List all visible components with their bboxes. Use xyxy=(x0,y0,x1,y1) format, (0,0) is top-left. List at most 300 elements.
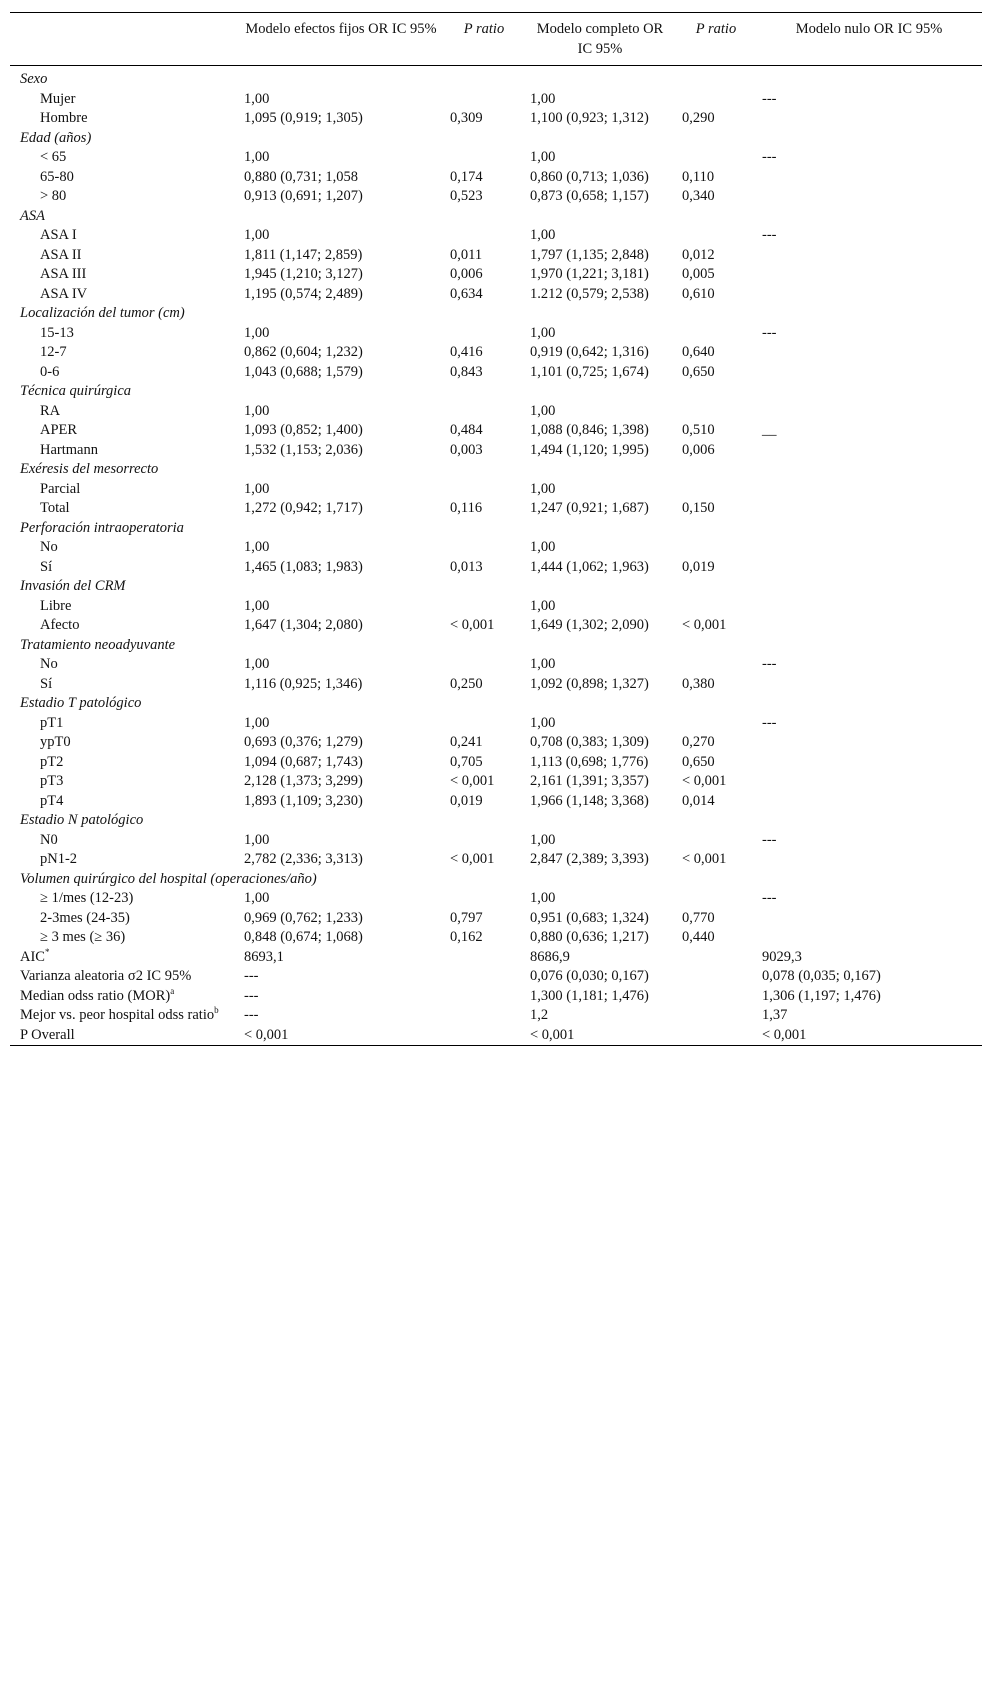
section-row xyxy=(10,577,982,597)
table-row xyxy=(10,109,982,129)
row-label xyxy=(10,441,238,461)
complete-p-value: 0,650 xyxy=(682,753,715,770)
row-label-text: 15-13 xyxy=(40,324,74,341)
table-row xyxy=(10,226,982,246)
table-row xyxy=(10,480,982,500)
row-label xyxy=(10,285,238,305)
complete-p-value xyxy=(676,402,756,422)
row-label-text: RA xyxy=(40,402,61,419)
row-label xyxy=(10,655,238,675)
null-model-value xyxy=(756,558,982,578)
row-label xyxy=(10,343,238,363)
fixed-model-value: 1,647 (1,304; 2,080) xyxy=(244,617,363,633)
row-label xyxy=(10,928,238,948)
fixed-model-value: 0,848 (0,674; 1,068) xyxy=(244,929,363,945)
null-model-value: --- xyxy=(762,149,777,165)
complete-p-value: 0,110 xyxy=(682,168,715,185)
fixed-p-value xyxy=(444,948,524,968)
fixed-p-value: 0,013 xyxy=(450,558,483,575)
row-label xyxy=(10,850,238,870)
row-label xyxy=(10,967,238,987)
null-model-value: 0,078 (0,035; 0,167) xyxy=(762,968,881,984)
fixed-p-value xyxy=(444,226,524,246)
fixed-p-value xyxy=(444,655,524,675)
row-label-text: Sí xyxy=(40,558,53,575)
fixed-p-value: 0,250 xyxy=(450,675,483,692)
table-row xyxy=(10,889,982,909)
fixed-model-value: 0,880 (0,731; 1,058 xyxy=(244,168,358,185)
footnote-marker: a xyxy=(170,985,175,996)
row-label xyxy=(10,714,238,734)
section-label: Estadio N patológico xyxy=(20,812,144,828)
row-label-text: ≥ 3 mes (≥ 36) xyxy=(40,929,126,945)
row-label-text: ASA II xyxy=(40,246,82,263)
complete-p-value xyxy=(676,967,756,987)
null-model-value xyxy=(756,538,982,558)
table-row xyxy=(10,792,982,812)
row-label xyxy=(10,421,238,441)
fixed-p-value: 0,843 xyxy=(450,363,483,380)
fixed-model-value: 0,969 (0,762; 1,233) xyxy=(244,909,363,926)
row-label-text: ASA III xyxy=(40,266,87,282)
table-row xyxy=(10,402,982,422)
fixed-model-value: --- xyxy=(244,968,259,984)
null-model-value xyxy=(756,168,982,188)
fixed-p-value xyxy=(444,597,524,617)
section-row xyxy=(10,870,982,890)
complete-p-value xyxy=(676,1026,756,1046)
row-label-text: ASA IV xyxy=(40,285,88,302)
complete-p-value xyxy=(676,148,756,168)
complete-p-value: 0,005 xyxy=(682,266,715,282)
row-label xyxy=(10,948,238,968)
table-row xyxy=(10,168,982,188)
null-model-value: 1,306 (1,197; 1,476) xyxy=(762,987,881,1004)
row-label-text: pN1-2 xyxy=(40,851,78,867)
fixed-p-value: 0,162 xyxy=(450,929,483,945)
fixed-p-value xyxy=(444,714,524,734)
null-model-value xyxy=(756,363,982,383)
table-header xyxy=(10,13,982,66)
complete-model-value: 1,00 xyxy=(530,227,556,243)
section-row xyxy=(10,811,982,831)
complete-p-value: 0,014 xyxy=(682,792,715,809)
row-label xyxy=(10,480,238,500)
header-p-ratio-fixed: P ratio xyxy=(463,21,505,37)
table-row xyxy=(10,538,982,558)
null-model-value xyxy=(756,928,982,948)
fixed-model-value: 0,913 (0,691; 1,207) xyxy=(244,188,363,204)
complete-p-value: 0,019 xyxy=(682,558,715,575)
fixed-p-value xyxy=(444,831,524,851)
table-row xyxy=(10,324,982,344)
section-row xyxy=(10,66,982,90)
complete-p-value: 0,150 xyxy=(682,500,715,516)
complete-p-value: 0,610 xyxy=(682,285,715,302)
complete-p-value: 0,640 xyxy=(682,344,715,360)
row-label xyxy=(10,831,238,851)
table-row xyxy=(10,499,982,519)
null-model-value: __ xyxy=(762,422,777,438)
complete-model-value: 8686,9 xyxy=(530,948,570,965)
fixed-model-value: 1,00 xyxy=(244,539,270,555)
row-label xyxy=(10,1006,238,1026)
null-model-value xyxy=(756,597,982,617)
fixed-model-value: 1,893 (1,109; 3,230) xyxy=(244,792,363,809)
row-label-text: Mujer xyxy=(40,90,76,107)
results-table xyxy=(10,12,982,1046)
fixed-model-value: 1,00 xyxy=(244,402,270,419)
complete-model-value: 1,00 xyxy=(530,890,556,906)
row-label-text: 12-7 xyxy=(40,344,67,360)
fixed-model-value: 2,782 (2,336; 3,313) xyxy=(244,851,363,867)
table-row xyxy=(10,733,982,753)
complete-model-value: 1,247 (0,921; 1,687) xyxy=(530,500,649,516)
section-label: Invasión del CRM xyxy=(20,578,126,594)
complete-p-value xyxy=(676,324,756,344)
fixed-p-value: 0,797 xyxy=(450,909,483,926)
section-label: Técnica quirúrgica xyxy=(20,383,132,399)
summary-row xyxy=(10,967,982,987)
footnote-marker: * xyxy=(44,946,50,957)
complete-p-value: 0,270 xyxy=(682,734,715,750)
row-label xyxy=(10,246,238,266)
fixed-model-value: 1,195 (0,574; 2,489) xyxy=(244,285,363,302)
fixed-model-value: 1,00 xyxy=(244,149,270,165)
fixed-model-value: 1,00 xyxy=(244,90,270,107)
row-label-text: P Overall xyxy=(20,1026,75,1043)
fixed-model-value: 1,00 xyxy=(244,227,270,243)
fixed-model-value: 1,532 (1,153; 2,036) xyxy=(244,441,363,458)
null-model-value xyxy=(756,441,982,461)
table-row xyxy=(10,246,982,266)
null-model-value xyxy=(756,265,982,285)
null-model-value xyxy=(756,285,982,305)
summary-row xyxy=(10,1026,982,1046)
table-row xyxy=(10,597,982,617)
complete-model-value: 0,880 (0,636; 1,217) xyxy=(530,929,649,945)
complete-model-value: 2,161 (1,391; 3,357) xyxy=(530,773,649,789)
complete-model-value: 1,00 xyxy=(530,597,556,614)
row-label xyxy=(10,792,238,812)
complete-p-value xyxy=(676,987,756,1007)
fixed-p-value xyxy=(444,148,524,168)
complete-p-value: 0,290 xyxy=(682,110,715,126)
complete-model-value: 1,00 xyxy=(530,402,556,419)
fixed-p-value xyxy=(444,889,524,909)
complete-p-value xyxy=(676,714,756,734)
complete-p-value: 0,006 xyxy=(682,441,715,458)
fixed-model-value: 1,093 (0,852; 1,400) xyxy=(244,422,363,438)
row-label-text: ≥ 1/mes (12-23) xyxy=(40,890,134,906)
section-label: Volumen quirúrgico del hospital (operaciones/año) xyxy=(20,870,317,887)
complete-p-value: 0,510 xyxy=(682,422,715,438)
complete-p-value xyxy=(676,889,756,909)
complete-model-value: 1,797 (1,135; 2,848) xyxy=(530,246,649,263)
complete-model-value: 0,860 (0,713; 1,036) xyxy=(530,168,649,185)
complete-model-value: 1,00 xyxy=(530,324,556,341)
fixed-model-value: 1,00 xyxy=(244,890,270,906)
complete-p-value: 0,012 xyxy=(682,246,715,263)
fixed-p-value: 0,116 xyxy=(450,500,483,516)
section-label: Edad (años) xyxy=(20,129,92,146)
complete-model-value: 1,100 (0,923; 1,312) xyxy=(530,110,649,126)
null-model-value xyxy=(756,753,982,773)
footnote-marker: b xyxy=(214,1005,219,1016)
table-row xyxy=(10,714,982,734)
row-label-text: AIC xyxy=(20,948,45,965)
row-label-text: 65-80 xyxy=(40,168,74,185)
row-label-text: pT1 xyxy=(40,714,64,731)
null-model-value: 9029,3 xyxy=(762,948,802,965)
row-label-text: pT4 xyxy=(40,792,64,809)
summary-row xyxy=(10,987,982,1007)
summary-row xyxy=(10,948,982,968)
row-label-text: pT2 xyxy=(40,753,64,770)
complete-model-value: 1,00 xyxy=(530,480,556,497)
row-label-text: pT3 xyxy=(40,773,64,789)
header-label-column xyxy=(10,13,238,66)
row-label xyxy=(10,499,238,519)
fixed-model-value: 8693,1 xyxy=(244,948,284,965)
row-label xyxy=(10,733,238,753)
table-body xyxy=(10,66,982,1046)
row-label xyxy=(10,538,238,558)
fixed-p-value: < 0,001 xyxy=(450,851,495,867)
null-model-value: --- xyxy=(762,227,777,243)
complete-model-value: 0,951 (0,683; 1,324) xyxy=(530,909,649,926)
fixed-p-value: 0,705 xyxy=(450,753,483,770)
table-row xyxy=(10,928,982,948)
header-complete-model: Modelo completo OR IC 95% xyxy=(536,21,664,57)
section-row xyxy=(10,304,982,324)
section-label: ASA xyxy=(20,207,45,224)
section-label: Localización del tumor (cm) xyxy=(20,305,185,321)
null-model-value: < 0,001 xyxy=(762,1026,807,1043)
header-null-model: Modelo nulo OR IC 95% xyxy=(795,21,943,37)
fixed-p-value xyxy=(444,538,524,558)
fixed-p-value: 0,003 xyxy=(450,441,483,458)
fixed-p-value: 0,019 xyxy=(450,792,483,809)
complete-model-value: 1,649 (1,302; 2,090) xyxy=(530,617,649,633)
complete-model-value: 1,00 xyxy=(530,714,556,731)
null-model-value xyxy=(756,402,982,422)
fixed-p-value: 0,241 xyxy=(450,734,483,750)
complete-model-value: 1,088 (0,846; 1,398) xyxy=(530,422,649,438)
complete-model-value: 1,00 xyxy=(530,90,556,107)
section-row xyxy=(10,636,982,656)
row-label-text: ypT0 xyxy=(40,734,71,750)
summary-row xyxy=(10,1006,982,1026)
fixed-p-value: 0,484 xyxy=(450,422,483,438)
table-row xyxy=(10,265,982,285)
fixed-model-value: 1,116 (0,925; 1,346) xyxy=(244,675,363,692)
row-label xyxy=(10,363,238,383)
fixed-p-value xyxy=(444,1026,524,1046)
complete-model-value: 1,2 xyxy=(530,1007,549,1023)
null-model-value xyxy=(756,792,982,812)
fixed-p-value: 0,309 xyxy=(450,110,483,126)
row-label-text: Hombre xyxy=(40,110,88,126)
fixed-model-value: 1,00 xyxy=(244,597,270,614)
fixed-model-value: 1,00 xyxy=(244,324,270,341)
null-model-value xyxy=(756,480,982,500)
fixed-p-value: 0,011 xyxy=(450,246,483,263)
fixed-p-value xyxy=(444,90,524,110)
null-model-value: --- xyxy=(762,324,777,341)
section-row xyxy=(10,519,982,539)
row-label-text: 0-6 xyxy=(40,363,60,380)
complete-p-value xyxy=(676,538,756,558)
row-label xyxy=(10,148,238,168)
fixed-p-value xyxy=(444,324,524,344)
fixed-model-value: 1,043 (0,688; 1,579) xyxy=(244,363,363,380)
section-label: Sexo xyxy=(20,71,48,87)
table-row xyxy=(10,831,982,851)
row-label-text: < 65 xyxy=(40,149,67,165)
null-model-value: --- xyxy=(762,890,777,906)
header-p-ratio-complete: P ratio xyxy=(695,21,737,37)
complete-p-value: < 0,001 xyxy=(682,617,727,633)
table-row xyxy=(10,772,982,792)
row-label-text: N0 xyxy=(40,831,58,848)
table-row xyxy=(10,616,982,636)
fixed-p-value xyxy=(444,987,524,1007)
complete-p-value xyxy=(676,480,756,500)
row-label xyxy=(10,558,238,578)
complete-model-value: 1,00 xyxy=(530,656,556,672)
complete-p-value xyxy=(676,90,756,110)
complete-p-value: 0,650 xyxy=(682,363,715,380)
fixed-p-value: 0,006 xyxy=(450,266,483,282)
null-model-value xyxy=(756,909,982,929)
section-label: Tratamiento neoadyuvante xyxy=(20,636,176,653)
fixed-p-value xyxy=(444,402,524,422)
row-label-text: APER xyxy=(40,422,78,438)
row-label xyxy=(10,675,238,695)
complete-model-value: 1,00 xyxy=(530,539,556,555)
fixed-model-value: 1,00 xyxy=(244,831,270,848)
row-label xyxy=(10,753,238,773)
fixed-p-value: < 0,001 xyxy=(450,773,495,789)
fixed-model-value: < 0,001 xyxy=(244,1026,289,1043)
complete-model-value: 1,092 (0,898; 1,327) xyxy=(530,675,649,692)
section-row xyxy=(10,129,982,149)
table-row xyxy=(10,343,982,363)
fixed-p-value: 0,634 xyxy=(450,285,483,302)
complete-model-value: 0,076 (0,030; 0,167) xyxy=(530,968,649,984)
fixed-model-value: 0,693 (0,376; 1,279) xyxy=(244,734,363,750)
table-row xyxy=(10,90,982,110)
complete-model-value: 1,966 (1,148; 3,368) xyxy=(530,792,649,809)
table-row xyxy=(10,850,982,870)
null-model-value xyxy=(756,616,982,636)
complete-p-value xyxy=(676,831,756,851)
complete-p-value xyxy=(676,1006,756,1026)
null-model-value xyxy=(756,499,982,519)
fixed-p-value: 0,416 xyxy=(450,344,483,360)
fixed-model-value: --- xyxy=(244,987,259,1004)
row-label-text: Total xyxy=(40,500,70,516)
row-label xyxy=(10,402,238,422)
row-label-text: Mejor vs. peor hospital odss ratio xyxy=(20,1007,215,1023)
fixed-model-value: 1,00 xyxy=(244,480,270,497)
complete-model-value: 1,444 (1,062; 1,963) xyxy=(530,558,649,575)
header-fixed-effects-model: Modelo efectos fijos OR IC 95% xyxy=(245,21,437,37)
row-label xyxy=(10,90,238,110)
row-label-text: > 80 xyxy=(40,188,67,204)
fixed-model-value: 1,00 xyxy=(244,656,270,672)
fixed-model-value: 2,128 (1,373; 3,299) xyxy=(244,773,363,789)
table-row xyxy=(10,441,982,461)
fixed-p-value: 0,174 xyxy=(450,168,483,185)
complete-model-value: 1,494 (1,120; 1,995) xyxy=(530,441,649,458)
section-row xyxy=(10,382,982,402)
null-model-value: 1,37 xyxy=(762,1007,788,1023)
row-label xyxy=(10,187,238,207)
complete-model-value: 1,101 (0,725; 1,674) xyxy=(530,363,649,380)
complete-model-value: 1.212 (0,579; 2,538) xyxy=(530,285,649,302)
row-label-text: Parcial xyxy=(40,480,81,497)
complete-p-value: < 0,001 xyxy=(682,851,727,867)
fixed-model-value: 1,095 (0,919; 1,305) xyxy=(244,110,363,126)
complete-model-value: 1,113 (0,698; 1,776) xyxy=(530,753,649,770)
row-label-text: 2-3mes (24-35) xyxy=(40,909,130,926)
complete-p-value: 0,440 xyxy=(682,929,715,945)
row-label xyxy=(10,324,238,344)
fixed-model-value: 0,862 (0,604; 1,232) xyxy=(244,344,363,360)
complete-p-value: < 0,001 xyxy=(682,773,727,789)
table-row xyxy=(10,187,982,207)
complete-model-value: 0,708 (0,383; 1,309) xyxy=(530,734,649,750)
fixed-model-value: 1,811 (1,147; 2,859) xyxy=(244,246,363,263)
complete-p-value: 0,380 xyxy=(682,675,715,692)
table-row xyxy=(10,558,982,578)
row-label-text: Median odss ratio (MOR) xyxy=(20,987,171,1004)
row-label-text: Hartmann xyxy=(40,441,98,458)
row-label-text: Libre xyxy=(40,597,72,614)
complete-model-value: 1,300 (1,181; 1,476) xyxy=(530,987,649,1004)
complete-model-value: 1,970 (1,221; 3,181) xyxy=(530,266,649,282)
null-model-value xyxy=(756,850,982,870)
fixed-p-value xyxy=(444,967,524,987)
row-label xyxy=(10,616,238,636)
null-model-value xyxy=(756,109,982,129)
null-model-value: --- xyxy=(762,714,777,731)
table-row xyxy=(10,363,982,383)
row-label xyxy=(10,168,238,188)
complete-model-value: 1,00 xyxy=(530,831,556,848)
complete-p-value xyxy=(676,655,756,675)
row-label-text: No xyxy=(40,539,58,555)
fixed-model-value: 1,094 (0,687; 1,743) xyxy=(244,753,363,770)
null-model-value: --- xyxy=(762,90,777,107)
null-model-value xyxy=(756,733,982,753)
table-row xyxy=(10,421,982,441)
fixed-model-value: 1,272 (0,942; 1,717) xyxy=(244,500,363,516)
table-row xyxy=(10,675,982,695)
fixed-p-value: < 0,001 xyxy=(450,617,495,633)
complete-p-value xyxy=(676,948,756,968)
complete-p-value xyxy=(676,597,756,617)
null-model-value xyxy=(756,772,982,792)
row-label-text: Sí xyxy=(40,675,53,692)
complete-model-value: < 0,001 xyxy=(530,1026,575,1043)
table-row xyxy=(10,909,982,929)
fixed-model-value: 1,465 (1,083; 1,983) xyxy=(244,558,363,575)
row-label-text: ASA I xyxy=(40,227,77,243)
complete-model-value: 0,873 (0,658; 1,157) xyxy=(530,188,649,204)
